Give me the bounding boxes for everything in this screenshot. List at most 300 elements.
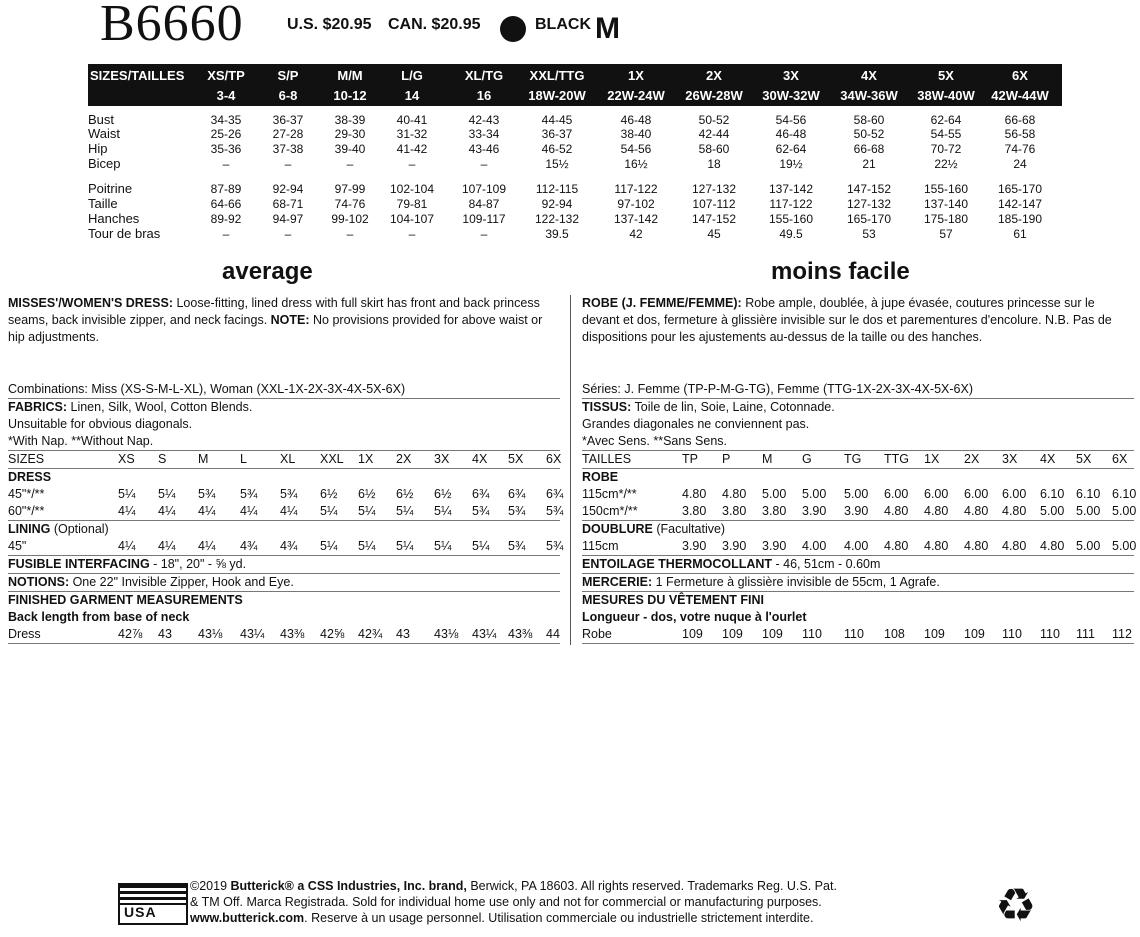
measurement-value: 104-107 [389, 212, 435, 226]
size-header: L/G [401, 68, 423, 83]
measurement-value: 58-60 [698, 142, 730, 156]
table-cell: 5¾ [546, 539, 564, 553]
table-cell: 4.80 [964, 504, 989, 518]
table-cell: 3.80 [722, 504, 747, 518]
table-cell: 4.80 [964, 539, 989, 553]
measurement-value: 127-132 [846, 197, 892, 211]
usa-flag-logo [118, 883, 188, 925]
size-number: 14 [404, 88, 420, 103]
size-header: XL/TG [464, 68, 504, 83]
size-number: 3-4 [216, 88, 236, 103]
sizes-row-en: SIZES XS S M L XL XXL 1X 2X 3X 4X 5X 6X [8, 451, 560, 469]
size-header: 1X [628, 68, 644, 83]
measurement-value: 107-109 [461, 182, 507, 196]
measurement-value: 61 [1013, 227, 1027, 241]
measurement-value: 137-142 [768, 182, 814, 196]
table-cell: TG [844, 452, 862, 466]
measurement-value: 15½ [545, 157, 569, 171]
measurement-value: 38-40 [620, 127, 652, 141]
table-cell: 5¼ [358, 539, 376, 553]
measurement-value: 40-41 [396, 113, 428, 127]
table-cell: 4X [472, 452, 488, 466]
table-cell: 5¼ [118, 487, 136, 501]
combinations-fr: Séries: J. Femme (TP-P-M-G-TG), Femme (TTG-1X-2X-3X-4X-5X-6X) [582, 381, 1134, 399]
measurement-value: 107-112 [692, 197, 736, 211]
table-cell: 4.80 [884, 504, 909, 518]
measurement-value: 43-46 [468, 142, 500, 156]
measurement-value: – [408, 227, 416, 241]
size-number: 16 [476, 88, 492, 103]
measurement-value: 54-56 [775, 113, 807, 127]
table-cell: 5¾ [240, 487, 258, 501]
measurement-value: 175-180 [923, 212, 969, 226]
measurement-value: – [222, 227, 230, 241]
table-cell: 112 [1112, 627, 1132, 641]
measurement-value: 112-115 [535, 182, 579, 196]
notions-fr: MERCERIE: 1 Fermeture à glissière invisible de 55cm, 1 Agrafe. [582, 574, 1134, 592]
measurement-label: Waist [88, 126, 121, 141]
table-cell: 5.00 [762, 487, 787, 501]
garment-row-fr: Robe 109 109 109 110 110 108 109 109 110 110 111 112 [582, 626, 1134, 644]
table-cell: 4¼ [198, 504, 216, 518]
table-cell: 6¾ [546, 487, 564, 501]
size-header: 4X [861, 68, 877, 83]
measurement-value: 16½ [624, 157, 648, 171]
measurement-value: 24 [1013, 157, 1027, 171]
table-cell: 4¼ [280, 504, 298, 518]
measurement-value: – [346, 157, 354, 171]
measurement-value: 18 [707, 157, 721, 171]
copyright-footer [190, 878, 1000, 926]
measurement-value: 45 [707, 227, 721, 241]
fabrics-fr: TISSUS: Toile de lin, Soie, Laine, Cotonnade. [582, 400, 835, 414]
measurement-value: 97-99 [334, 182, 366, 196]
table-cell: 5.00 [844, 487, 869, 501]
table-cell: 4¼ [158, 539, 176, 553]
flag-icon [120, 885, 186, 905]
table-cell: 3.90 [802, 504, 827, 518]
column-divider [570, 295, 571, 645]
yardage-row-en: 60"*/** 4¼ 4¼ 4¼ 4¼ 4¼ 5¼ 5¼ 5¼ 5¼ 5¾ 5¾ 5¾ [8, 503, 560, 521]
measurement-label: Hip [88, 141, 108, 156]
yardage-row-fr: 115cm*/** 4.80 4.80 5.00 5.00 5.00 6.00 6.00 6.00 6.00 6.10 6.10 6.10 [582, 487, 1137, 501]
color-swatch [500, 16, 526, 42]
nap-fr: *Avec Sens. **Sans Sens. [582, 433, 1134, 451]
table-cell: 5¾ [280, 487, 298, 501]
table-cell: 3.90 [722, 539, 747, 553]
measurement-value: 117-122 [769, 197, 813, 211]
table-cell: G [802, 452, 812, 466]
measurement-value: 36-37 [541, 127, 573, 141]
lining-label-fr: DOUBLURE (Facultative) [582, 522, 726, 536]
table-cell: 6X [546, 452, 562, 466]
measurement-value: 66-68 [853, 142, 885, 156]
table-cell: 43¼ [240, 627, 265, 641]
measurement-value: 39-40 [334, 142, 366, 156]
table-cell: P [722, 452, 731, 466]
table-cell: 5¼ [396, 539, 414, 553]
table-cell: 5.00 [802, 487, 827, 501]
measurement-value: 41-42 [396, 142, 428, 156]
table-cell: 6.00 [884, 487, 909, 501]
table-cell: 109 [722, 627, 743, 641]
table-cell: 5¼ [158, 487, 176, 501]
table-cell: 4¾ [280, 539, 298, 553]
table-cell: 5¼ [472, 539, 490, 553]
table-cell: 43⅛ [198, 627, 223, 641]
measurement-value: 79-81 [396, 197, 428, 211]
measurement-value: – [346, 227, 354, 241]
table-cell: 5¾ [472, 504, 490, 518]
table-cell: 1X [358, 452, 374, 466]
table-cell: 43⅛ [434, 627, 459, 641]
size-number: 18W-20W [528, 88, 586, 103]
table-cell: 5X [1076, 452, 1092, 466]
unsuitable-fr: Grandes diagonales ne conviennent pas. [582, 417, 810, 431]
finished-measurements-fr: MESURES DU VÊTEMENT FINI [582, 593, 764, 607]
size-number: 30W-32W [762, 88, 820, 103]
table-cell: 3.80 [762, 504, 787, 518]
table-cell: 110 [844, 627, 864, 641]
table-cell: 5.00 [1112, 504, 1137, 518]
measurement-value: – [284, 157, 292, 171]
table-cell: 3X [434, 452, 450, 466]
measurement-value: 31-32 [396, 127, 428, 141]
measurement-value: 35-36 [210, 142, 242, 156]
measurement-value: 54-55 [930, 127, 962, 141]
color-name: BLACK [535, 16, 591, 33]
table-cell: 109 [924, 627, 945, 641]
skill-level-fr: moins facile [771, 258, 910, 285]
table-cell: 4.80 [722, 487, 747, 501]
price-can: CAN. $20.95 [388, 16, 481, 33]
measurement-value: 137-140 [923, 197, 969, 211]
measurement-value: 109-117 [462, 212, 506, 226]
combinations-en: Combinations: Miss (XS-S-M-L-XL), Woman (XXL-1X-2X-3X-4X-5X-6X) [8, 381, 560, 399]
measurement-value: 165-170 [997, 182, 1043, 196]
measurement-value: 62-64 [930, 113, 962, 127]
table-cell: L [240, 452, 247, 466]
measurement-value: 64-66 [210, 197, 242, 211]
table-cell: 44 [546, 627, 560, 641]
table-cell: 5¼ [358, 504, 376, 518]
size-number: 26W-28W [685, 88, 743, 103]
table-cell: 5X [508, 452, 524, 466]
table-cell: 6½ [320, 487, 338, 501]
measurement-label: Poitrine [88, 181, 133, 196]
table-cell: 5.00 [1076, 539, 1101, 553]
table-cell: M [762, 452, 773, 466]
measurement-value: 89-92 [210, 212, 242, 226]
measurement-value: – [222, 157, 230, 171]
size-header: XS/TP [207, 68, 245, 83]
measurement-value: 147-152 [846, 182, 892, 196]
measurement-value: 49.5 [779, 227, 803, 241]
table-cell: 43 [158, 627, 172, 641]
table-cell: 6¾ [472, 487, 490, 501]
notions-en: NOTIONS: One 22" Invisible Zipper, Hook and Eye. [8, 574, 560, 592]
measurement-value: – [480, 157, 488, 171]
fusible-fr: ENTOILAGE THERMOCOLLANT - 46, 51cm - 0.60m [582, 556, 1134, 574]
table-cell: 42¾ [358, 627, 383, 641]
table-cell: 109 [762, 627, 783, 641]
table-cell: 6½ [358, 487, 376, 501]
table-cell: 4.80 [924, 539, 949, 553]
measurement-value: – [284, 227, 292, 241]
table-cell: 4.00 [844, 539, 869, 553]
dress-label-en: DRESS [8, 470, 52, 484]
measurement-label: Bicep [88, 156, 121, 171]
table-cell: XL [280, 452, 296, 466]
price-us: U.S. $20.95 [287, 16, 372, 33]
table-cell: 6¾ [508, 487, 526, 501]
measurement-value: 42-44 [698, 127, 730, 141]
measurement-label: Taille [88, 196, 118, 211]
measurement-value: 92-94 [541, 197, 573, 211]
table-cell: 6.00 [1002, 487, 1027, 501]
pattern-number: B6660 [100, 0, 244, 52]
measurement-value: 122-132 [534, 212, 580, 226]
table-cell: TTG [884, 452, 909, 466]
description-en: MISSES'/WOMEN'S DRESS: Loose-fitting, lined dress with full skirt has front and back princess seams, back invisible zipper, and neck facings. NOTE: No provisions provided for above waist or hip adjustments. [8, 296, 543, 344]
table-cell: 6.10 [1076, 487, 1101, 501]
table-cell: 4.80 [682, 487, 707, 501]
size-header: M/M [337, 68, 363, 83]
table-cell: 5¾ [546, 504, 564, 518]
measurement-value: 39.5 [545, 227, 569, 241]
size-number: 34W-36W [840, 88, 898, 103]
back-length-fr: Longueur - dos, votre nuque à l'ourlet [582, 610, 807, 624]
table-cell: 4.80 [1002, 504, 1027, 518]
size-number: 22W-24W [607, 88, 665, 103]
table-cell: TP [682, 452, 698, 466]
measurement-value: 33-34 [468, 127, 500, 141]
table-cell: 3.90 [844, 504, 869, 518]
table-cell: 42⅝ [320, 627, 345, 641]
table-cell: 5¾ [508, 504, 526, 518]
table-cell: XXL [320, 452, 344, 466]
measurement-value: 127-132 [691, 182, 737, 196]
dress-label-fr: ROBE [582, 470, 619, 484]
measurement-value: 42-43 [468, 113, 500, 127]
table-cell: 6½ [434, 487, 452, 501]
table-cell: S [158, 452, 167, 466]
measurement-value: 57 [939, 227, 953, 241]
table-cell: 42⅞ [118, 627, 143, 641]
measurement-value: 92-94 [272, 182, 304, 196]
yardage-row-en: 45"*/** 5¼ 5¼ 5¾ 5¾ 5¾ 6½ 6½ 6½ 6½ 6¾ 6¾ 6¾ [8, 487, 564, 501]
table-cell: 3.80 [682, 504, 707, 518]
size-code: M [595, 12, 620, 45]
measurement-value: 36-37 [272, 113, 304, 127]
measurement-value: 46-52 [541, 142, 573, 156]
measurement-value: 94-97 [272, 212, 304, 226]
table-cell: 5¼ [434, 504, 452, 518]
measurement-value: 74-76 [1004, 142, 1036, 156]
measurement-value: 37-38 [272, 142, 304, 156]
measurement-value: 137-142 [613, 212, 659, 226]
size-header: S/P [277, 68, 299, 83]
table-cell: 110 [1040, 627, 1060, 641]
fabrics-en: FABRICS: Linen, Silk, Wool, Cotton Blends. [8, 400, 253, 414]
table-cell: 5¼ [320, 504, 338, 518]
table-cell: 4¼ [118, 539, 136, 553]
measurement-value: 99-102 [331, 212, 369, 226]
table-cell: 4.80 [1040, 539, 1065, 553]
lining-row-en: 45" 4¼ 4¼ 4¼ 4¾ 4¾ 5¼ 5¼ 5¼ 5¼ 5¼ 5¾ 5¾ [8, 538, 560, 556]
measurement-value: 46-48 [775, 127, 807, 141]
table-cell: 110 [1002, 627, 1022, 641]
table-cell: 6X [1112, 452, 1128, 466]
measurement-value: 142-147 [997, 197, 1043, 211]
measurement-value: 19½ [779, 157, 803, 171]
table-cell: 4.80 [1002, 539, 1027, 553]
measurement-value: 66-68 [1004, 113, 1036, 127]
yardage-row-fr: 150cm*/** 3.80 3.80 3.80 3.90 3.90 4.80 4.80 4.80 4.80 5.00 5.00 5.00 [582, 503, 1134, 521]
table-cell: XS [118, 452, 135, 466]
footer-line-2: & TM Off. Marca Registrada. Sold for individual home use only and not for commercial or manufacturing purposes. [190, 895, 822, 909]
unsuitable-en: Unsuitable for obvious diagonals. [8, 417, 193, 431]
size-header: 3X [783, 68, 799, 83]
fusible-en: FUSIBLE INTERFACING - 18", 20" - ⅝ yd. [8, 556, 560, 574]
table-cell: 6.00 [924, 487, 949, 501]
table-cell: 4¼ [240, 504, 258, 518]
table-cell: 1X [924, 452, 940, 466]
table-cell: 43 [396, 627, 410, 641]
table-cell: 2X [964, 452, 980, 466]
table-cell: 5¼ [320, 539, 338, 553]
table-cell: 4X [1040, 452, 1056, 466]
measurement-value: 46-48 [620, 113, 652, 127]
table-cell: 109 [964, 627, 985, 641]
table-cell: 109 [682, 627, 703, 641]
skill-level-en: average [222, 258, 313, 285]
size-chart-title: SIZES/TAILLES [90, 68, 185, 83]
lining-row-fr: 115cm 3.90 3.90 3.90 4.00 4.00 4.80 4.80 4.80 4.80 4.80 5.00 5.00 [582, 538, 1134, 556]
measurement-value: 29-30 [334, 127, 366, 141]
footer-line-1: ©2019 Butterick® a CSS Industries, Inc. brand, Berwick, PA 18603. All rights reserved. Trademarks Reg. U.S. Pat. [190, 879, 837, 893]
measurement-value: 117-122 [614, 182, 658, 196]
nap-en: *With Nap. **Without Nap. [8, 433, 560, 451]
measurement-value: 22½ [934, 157, 958, 171]
garment-row-en: Dress 42⅞ 43 43⅛ 43¼ 43⅜ 42⅝ 42¾ 43 43⅛ 43¼ 43⅜ 44 [8, 626, 560, 644]
recycle-icon: ♻ [995, 879, 1037, 931]
measurement-value: 155-160 [923, 182, 969, 196]
table-cell: 43⅜ [280, 627, 305, 641]
table-cell: 4¼ [198, 539, 216, 553]
measurement-value: 62-64 [775, 142, 807, 156]
table-cell: 4¼ [118, 504, 136, 518]
measurement-value: 53 [862, 227, 876, 241]
table-cell: 3.90 [762, 539, 787, 553]
size-number: 38W-40W [917, 88, 975, 103]
measurement-label: Bust [88, 112, 115, 127]
measurement-value: 74-76 [334, 197, 366, 211]
table-cell: 3.90 [682, 539, 707, 553]
table-cell: 43⅜ [508, 627, 533, 641]
french-column [582, 295, 1137, 644]
size-number: 42W-44W [991, 88, 1049, 103]
table-cell: 110 [802, 627, 822, 641]
size-number: 6-8 [278, 88, 298, 103]
measurement-value: 147-152 [691, 212, 737, 226]
measurement-value: 102-104 [389, 182, 435, 196]
footer-line-3: www.butterick.com. Reserve à un usage personnel. Utilisation commerciale ou industrielle strictement interdite. [190, 911, 814, 925]
table-cell: 5.00 [1112, 539, 1137, 553]
measurement-value: 38-39 [334, 113, 366, 127]
table-cell: 5.00 [1040, 504, 1065, 518]
english-column [8, 295, 564, 644]
finished-measurements-en: FINISHED GARMENT MEASUREMENTS [8, 593, 243, 607]
table-cell: 6.10 [1112, 487, 1137, 501]
table-cell: 6.00 [964, 487, 989, 501]
measurement-value: – [480, 227, 488, 241]
table-cell: 4.80 [924, 504, 949, 518]
table-cell: 2X [396, 452, 412, 466]
table-cell: 108 [884, 627, 905, 641]
measurement-value: 50-52 [698, 113, 730, 127]
measurement-value: 97-102 [617, 197, 655, 211]
table-cell: 3X [1002, 452, 1018, 466]
table-cell: 5.00 [1076, 504, 1101, 518]
measurement-value: 165-170 [846, 212, 892, 226]
table-cell: 4¼ [158, 504, 176, 518]
size-number: 10-12 [333, 88, 367, 103]
table-cell: 6½ [396, 487, 414, 501]
lining-label-en: LINING (Optional) [8, 522, 109, 536]
size-header: 2X [706, 68, 722, 83]
back-length-en: Back length from base of neck [8, 610, 190, 624]
measurement-value: 25-26 [210, 127, 242, 141]
measurement-value: 56-58 [1004, 127, 1036, 141]
table-cell: 5¼ [396, 504, 414, 518]
measurement-value: 155-160 [768, 212, 814, 226]
size-header: XXL/TTG [529, 68, 585, 83]
usa-label: USA [124, 904, 157, 920]
measurement-value: 42 [629, 227, 643, 241]
website-link[interactable]: www.butterick.com [190, 911, 305, 925]
measurement-value: 87-89 [210, 182, 242, 196]
table-cell: 5¾ [198, 487, 216, 501]
sizes-row-fr: TAILLES TP P M G TG TTG 1X 2X 3X 4X 5X 6X [582, 451, 1134, 469]
size-header: 6X [1012, 68, 1028, 83]
table-cell: 6.10 [1040, 487, 1065, 501]
measurement-label: Hanches [88, 211, 140, 226]
measurement-label: Tour de bras [88, 226, 161, 241]
measurement-value: 44-45 [541, 113, 573, 127]
table-cell: 111 [1076, 627, 1096, 641]
measurement-value: 70-72 [930, 142, 962, 156]
table-cell: 4.80 [884, 539, 909, 553]
table-cell: 4.00 [802, 539, 827, 553]
measurement-value: 68-71 [272, 197, 304, 211]
measurement-value: 34-35 [210, 113, 242, 127]
table-cell: 5¼ [434, 539, 452, 553]
table-cell: 5¾ [508, 539, 526, 553]
measurement-value: 185-190 [997, 212, 1043, 226]
measurement-value: 54-56 [620, 142, 652, 156]
table-cell: M [198, 452, 209, 466]
measurement-value: – [408, 157, 416, 171]
table-cell: 4¾ [240, 539, 258, 553]
measurement-value: 58-60 [853, 113, 885, 127]
measurement-value: 50-52 [853, 127, 885, 141]
measurement-value: 27-28 [272, 127, 304, 141]
description-fr: ROBE (J. FEMME/FEMME): Robe ample, doublée, à jupe évasée, coutures princesse sur le devant et dos, fermeture à glissière invisible sur le dos et parementures d'encolure. N.B. Pas de dispositions pour les ajustements au-dessus de la taille ou des hanches. [582, 296, 1112, 344]
size-header: 5X [938, 68, 954, 83]
table-cell: 43¼ [472, 627, 497, 641]
measurement-value: 84-87 [468, 197, 500, 211]
